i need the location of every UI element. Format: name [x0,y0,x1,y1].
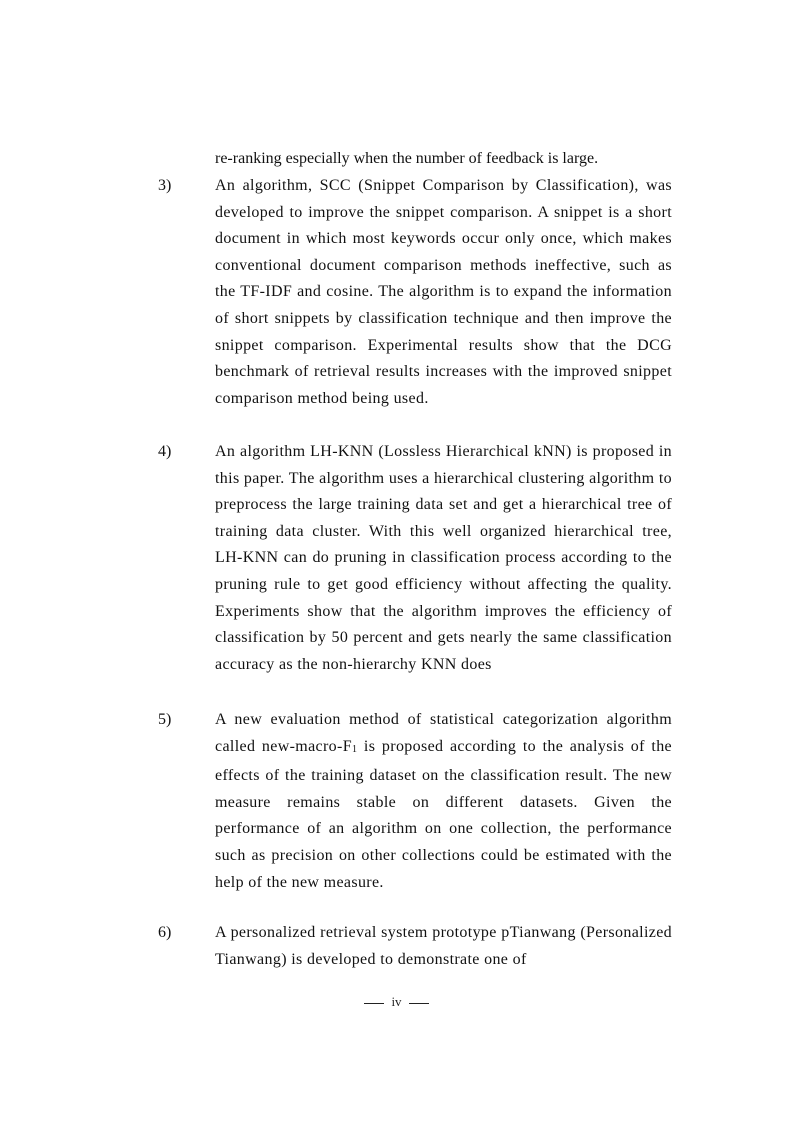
list-item-number: 3) [158,177,172,194]
footer-dash-right [409,1003,429,1004]
list-item-text: An algorithm LH-KNN (Lossless Hierarchical kNN) is proposed in this paper. The algorithm uses a hierarchical clustering algorithm to preprocess the large training data set and get a hierarchical tree of training data cluster. With this well organized hierarchical tree, LH-KNN can do pruning in classification process according to the pruning rule to get good efficiency without affecting the quality. Experiments show that the algorithm improves the efficiency of classification by 50 percent and gets nearly the same classification accuracy as the non-hierarchy KNN does [215,443,672,673]
list-item-number: 5) [158,711,172,728]
list-item-number: 6) [158,924,172,941]
list-item-number: 4) [158,443,172,460]
subscript: 1 [351,743,358,755]
page-footer [0,993,793,1011]
list-item-text: An algorithm, SCC (Snippet Comparison by Classification), was developed to improve the snippet comparison. A snippet is a short document in which most keywords occur only once, which makes conventional document comparison methods ineffective, such as the TF-IDF and cosine. The algorithm is to expand the information of short snippets by classification technique and then improve the snippet comparison. Experimental results show that the DCG benchmark of retrieval results increases with the improved snippet comparison method being used. [215,177,672,407]
list-item-text: A personalized retrieval system prototype pTianwang (Personalized Tianwang) is developed to demonstrate one of [215,924,672,968]
page-number: iv [391,994,402,1009]
list-item-text [215,707,672,896]
continuation-paragraph: re-ranking especially when the number of feedback is large. [215,150,599,167]
text-after-subscript: is proposed according to the analysis of the effects of the training dataset on the classification result. The new measure remains stable on different datasets. Given the performance of an algorithm on one collection, the performance such as precision on other collections could be estimated with the help of the new measure. [215,737,672,891]
footer-dash-left [364,1003,384,1004]
text-before-subscript: A new evaluation method of statistical categorization algorithm called new-macro-F [215,711,672,755]
